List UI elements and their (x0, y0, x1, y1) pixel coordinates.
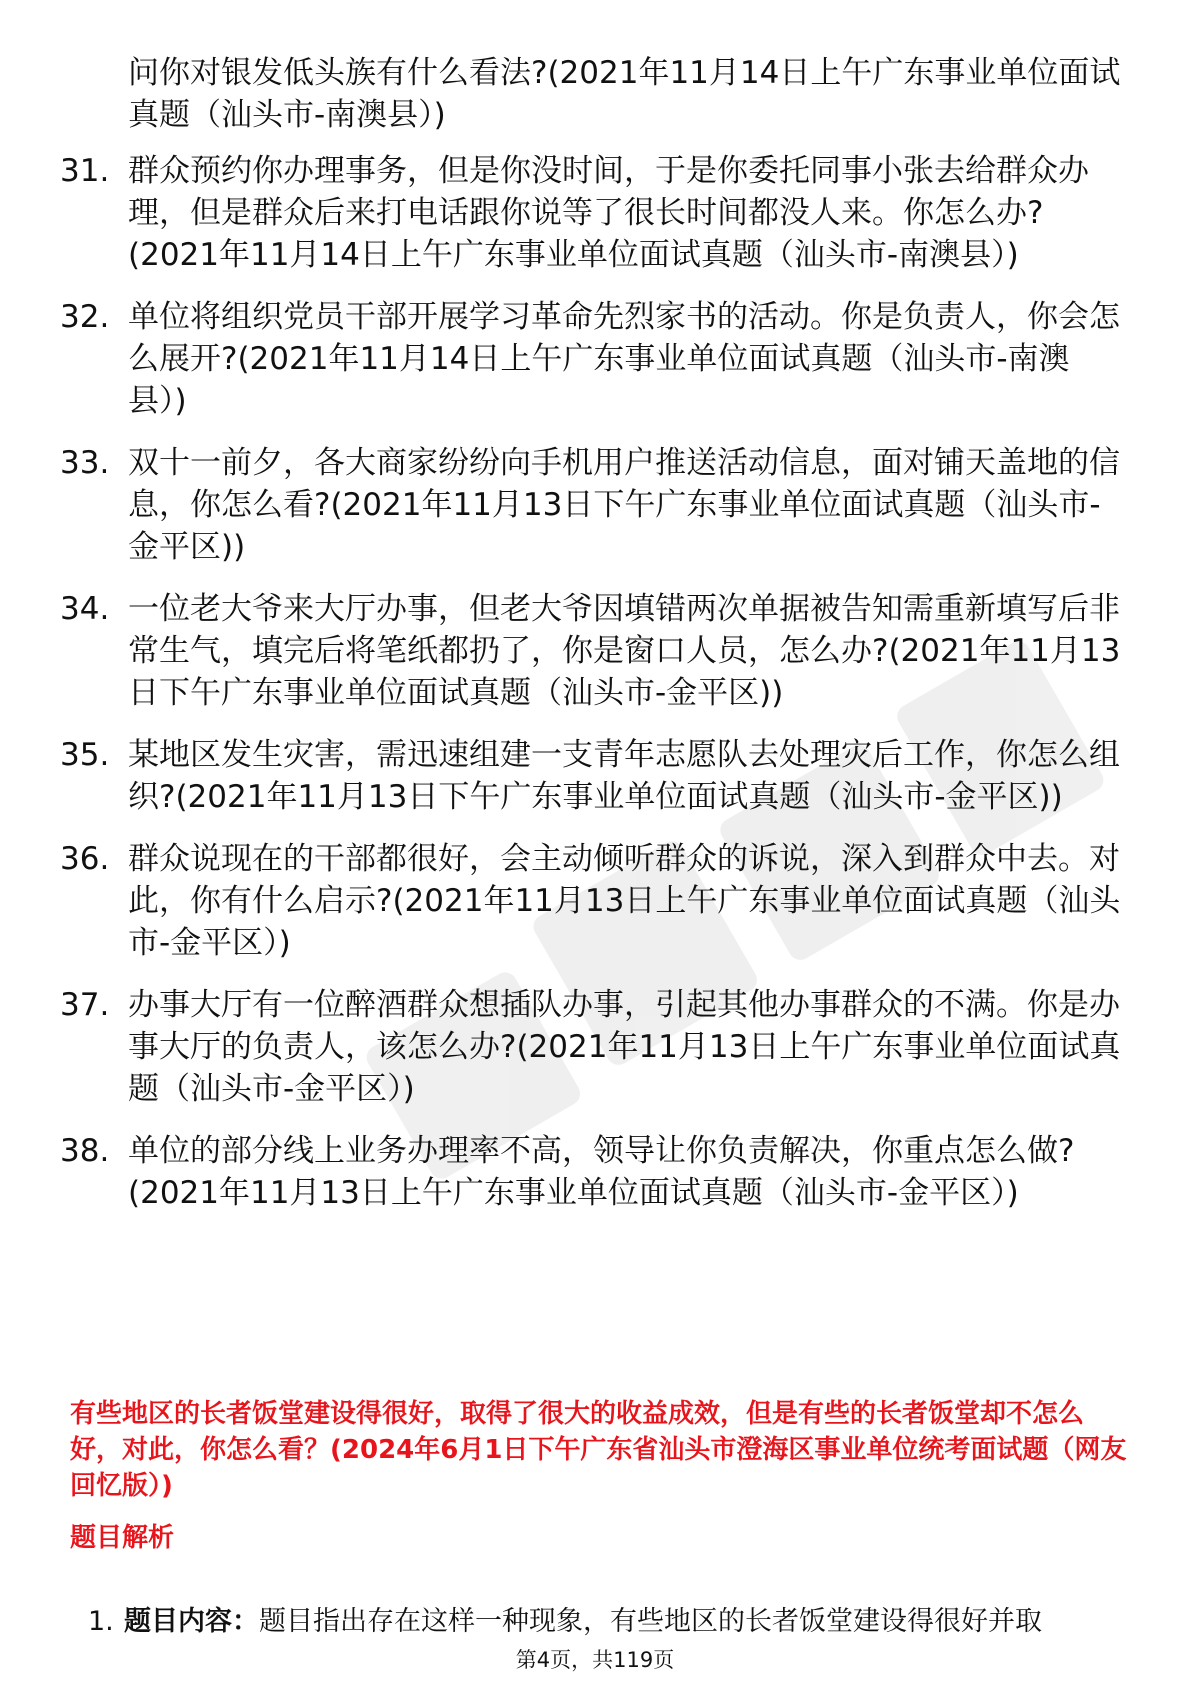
question-number: 36. (60, 841, 110, 877)
page-number: 第4页，共119页 (515, 1648, 675, 1672)
analysis-item (88, 1604, 1128, 1640)
question-number: 32. (60, 299, 110, 335)
analysis-heading: 题目解析 (70, 1523, 175, 1553)
question-continuation: 问你对银发低头族有什么看法?(2021年11月14日上午广东事业单位面试真题（汕头市-南澳县）) (128, 55, 1121, 133)
list-item (60, 838, 1130, 964)
analysis-item-label: 题目内容： (124, 1606, 259, 1637)
question-text: 群众说现在的干部都很好，会主动倾听群众的诉说，深入到群众中去。对此，你有什么启示?(2021年11月13日上午广东事业单位面试真题（汕头市-金平区）) (128, 841, 1121, 961)
question-number: 33. (60, 445, 110, 481)
list-item (60, 442, 1130, 568)
question-text: 单位的部分线上业务办理率不高，领导让你负责解决，你重点怎么做?(2021年11月13日上午广东事业单位面试真题（汕头市-金平区）) (128, 1133, 1075, 1211)
question-text: 一位老大爷来大厅办事，但老大爷因填错两次单据被告知需重新填写后非常生气，填完后将笔纸都扔了，你是窗口人员，怎么办?(2021年11月13日下午广东事业单位面试真题（汕头市-金平区)) (128, 591, 1121, 711)
list-item (60, 1130, 1130, 1214)
question-text: 单位将组织党员干部开展学习革命先烈家书的活动。你是负责人，你会怎么展开?(2021年11月14日上午广东事业单位面试真题（汕头市-南澳县）) (128, 299, 1120, 419)
question-list (60, 150, 1130, 1234)
question-number: 31. (60, 153, 110, 189)
analysis-item-number: 1. (88, 1606, 114, 1637)
question-number: 35. (60, 737, 110, 773)
highlighted-question: 有些地区的长者饭堂建设得很好，取得了很大的收益成效，但是有些的长者饭堂却不怎么好，对此，你怎么看？(2024年6月1日下午广东省汕头市澄海区事业单位统考面试题（网友回忆版）) (70, 1399, 1127, 1501)
list-item (60, 150, 1130, 276)
list-item (60, 734, 1130, 818)
question-text: 办事大厅有一位醉酒群众想插队办事，引起其他办事群众的不满。你是办事大厅的负责人，该怎么办?(2021年11月13日上午广东事业单位面试真题（汕头市-金平区）) (128, 987, 1121, 1107)
question-text: 双十一前夕，各大商家纷纷向手机用户推送活动信息，面对铺天盖地的信息，你怎么看?(2021年11月13日下午广东事业单位面试真题（汕头市-金平区)) (128, 445, 1120, 565)
list-item (60, 588, 1130, 714)
question-number: 34. (60, 591, 110, 627)
question-number: 38. (60, 1133, 110, 1169)
question-text: 某地区发生灾害，需迅速组建一支青年志愿队去处理灾后工作，你怎么组织?(2021年11月13日下午广东事业单位面试真题（汕头市-金平区)) (128, 737, 1120, 815)
question-text: 群众预约你办理事务，但是你没时间，于是你委托同事小张去给群众办理，但是群众后来打电话跟你说等了很长时间都没人来。你怎么办?(2021年11月14日上午广东事业单位面试真题（汕头市-南澳县）) (128, 153, 1089, 273)
question-number: 37. (60, 987, 110, 1023)
analysis-item-text: 题目指出存在这样一种现象，有些地区的长者饭堂建设得很好并取 (259, 1606, 1042, 1637)
list-item (60, 296, 1130, 422)
list-item (60, 984, 1130, 1110)
